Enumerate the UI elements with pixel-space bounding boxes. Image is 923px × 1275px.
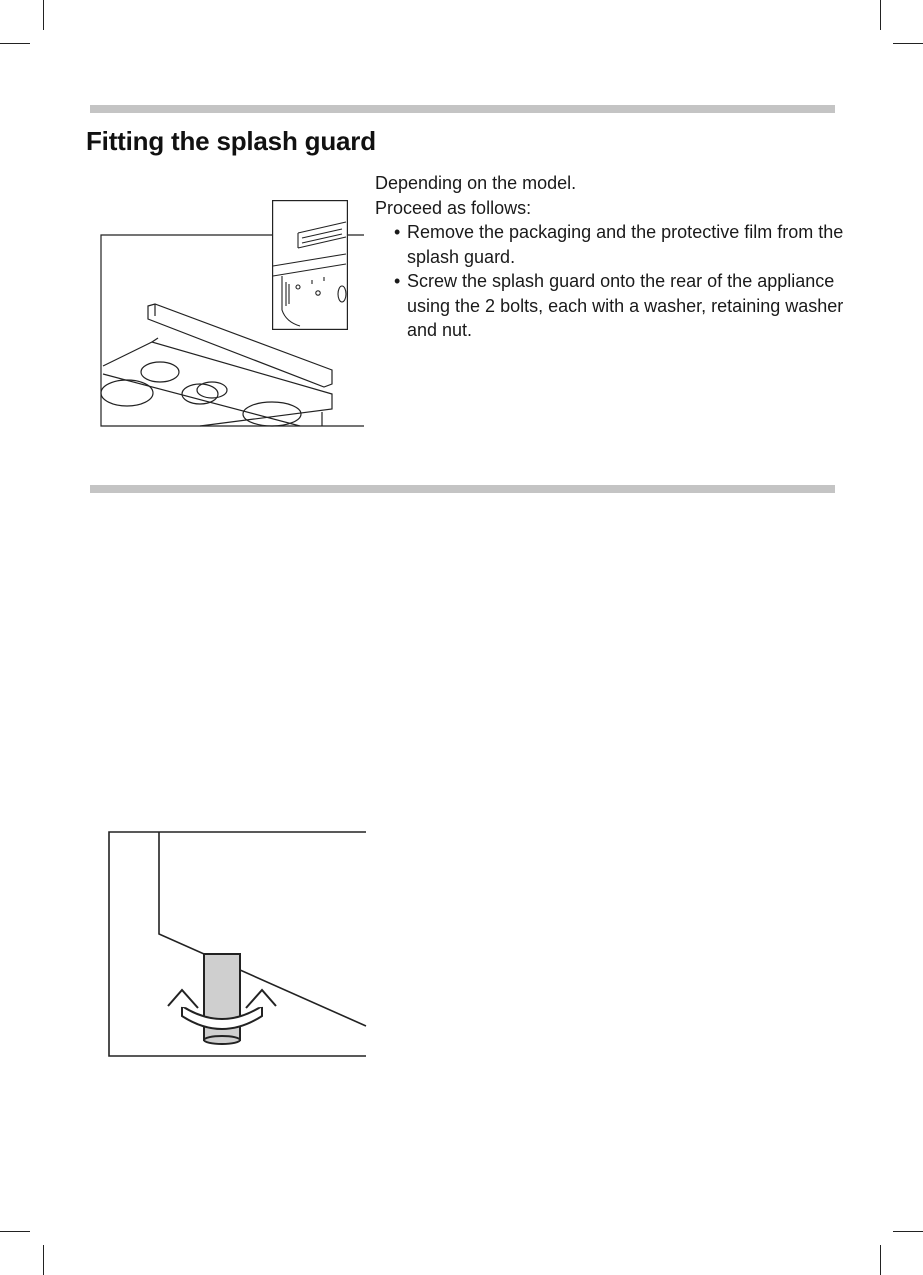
step-text: Screw the splash guard onto the rear of the appliance using the 2 bolts, each with a washer, retaining washer and nut. — [407, 271, 844, 340]
bullet-icon: • — [394, 222, 401, 242]
crop-mark-bottom-left-horizontal — [0, 1231, 30, 1232]
steps-list — [375, 220, 845, 343]
crop-mark-top-right-horizontal — [893, 43, 923, 44]
section-divider-top — [90, 105, 835, 113]
step-item — [375, 269, 845, 343]
bullet-icon: • — [394, 271, 401, 291]
section-divider-bottom — [90, 485, 835, 493]
crop-mark-top-left-horizontal — [0, 43, 30, 44]
intro-text: Depending on the model. — [375, 173, 577, 193]
crop-mark-bottom-left-vertical — [43, 1245, 44, 1275]
step-text: Remove the packaging and the protective film from the splash guard. — [407, 222, 844, 267]
crop-mark-bottom-right-horizontal — [893, 1231, 923, 1232]
splash-guard-detail-inset — [272, 200, 348, 330]
crop-mark-top-left-vertical — [43, 0, 44, 30]
adjustable-foot-illustration — [108, 830, 368, 1058]
crop-mark-bottom-right-vertical — [880, 1245, 881, 1275]
step-item — [375, 220, 845, 269]
instructions-block — [375, 171, 845, 343]
section-title: Fitting the splash guard — [86, 126, 376, 156]
crop-mark-top-right-vertical — [880, 0, 881, 30]
lead-text: Proceed as follows: — [375, 197, 532, 218]
